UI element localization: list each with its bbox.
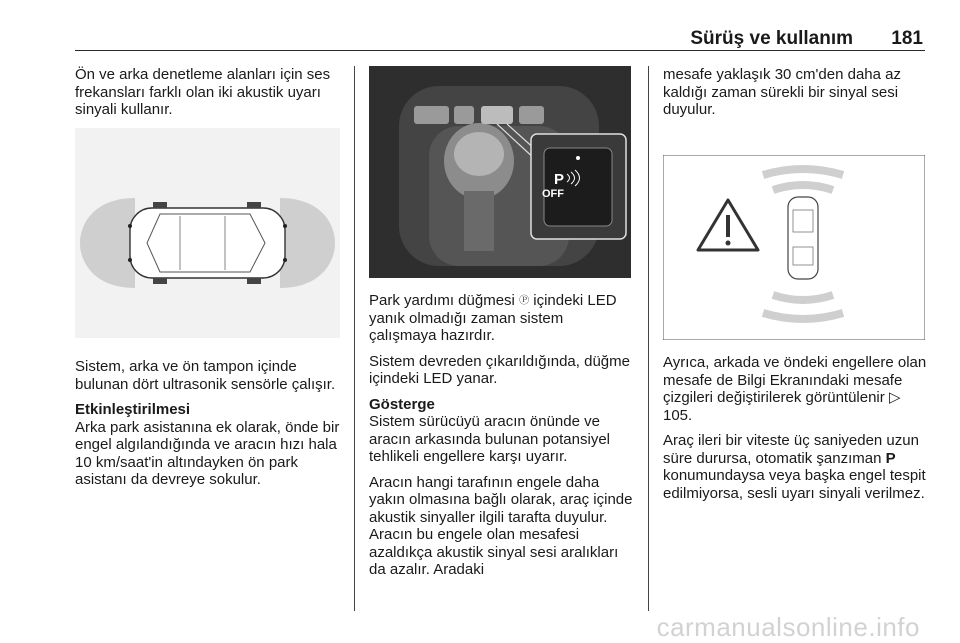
- section-heading: Gösterge: [369, 395, 435, 413]
- watermark: carmanualsonline.info: [656, 612, 920, 642]
- paragraph: Araç ileri bir viteste üç saniyeden uzun süre durursa, otomatik şanzıman P konumundaysa veya başka engel tespit edilmiyorsa, sesli uyarı sinyali verilmez.: [663, 432, 926, 502]
- page-number: 181: [891, 28, 923, 49]
- svg-text:P: P: [554, 171, 565, 188]
- column-3: [663, 66, 928, 127]
- paragraph: Sistem devreden çıkarıldığında, düğme içindeki LED yanar.: [369, 352, 630, 388]
- section-title: Sürüş ve kullanım: [690, 28, 853, 49]
- page-reference-icon: ▷: [888, 389, 901, 406]
- paragraph: Arka park asistanına ek olarak, önde bir engel algılandığında ve aracın hızı hala 10 km/saat'in altındayken ön park asistanı da devreye sokulur.: [75, 418, 340, 488]
- figure-car-sensor-zones: [75, 128, 340, 338]
- paragraph: Park yardımı düğmesi Ⓟ içindeki LED yanık olmadığı zaman sistem çalışmaya hazırdır.: [369, 292, 617, 345]
- column-1-lower: [75, 358, 340, 497]
- park-assist-icon: Ⓟ: [519, 295, 530, 307]
- column-divider: [354, 66, 355, 611]
- paragraph: Ön ve arka denetleme alanları için ses frekansları farklı olan iki akustik uyarı sinyali kullanır.: [75, 66, 331, 118]
- paragraph: mesafe yaklaşık 30 cm'den daha az kaldığı zaman sürekli bir sinyal sesi duyulur.: [663, 66, 901, 118]
- paragraph: Sistem, arka ve ön tampon içinde bulunan dört ultrasonik sensörle çalışır.: [75, 358, 336, 393]
- paragraph: Aracın hangi tarafının engele daha yakın olmasına bağlı olarak, araç içinde akustik sinyaller ilgili tarafta duyulur. Aracın bu engele olan mesafesi azaldıkça akustik sinyal sesi aralıkları da azalır. Aradaki: [369, 473, 633, 579]
- figure-display-distance: [663, 155, 925, 340]
- paragraph: Sistem sürücüyü aracın önünde ve aracın arkasında bulunan potansiyel tehlikeli engellere karşı uyarır.: [369, 413, 610, 466]
- column-1: [75, 66, 340, 127]
- column-2: [369, 292, 634, 587]
- paragraph: Ayrıca, arkada ve öndeki engellere olan mesafe de Bilgi Ekranındaki mesafe çizgileri değiştirilerek görüntülenir ▷ 105.: [663, 354, 927, 424]
- column-divider: [648, 66, 649, 611]
- section-heading: Etkinleştirilmesi: [75, 401, 191, 418]
- page-header: [75, 22, 925, 51]
- column-3-lower: [663, 354, 928, 510]
- off-label: OFF: [542, 188, 564, 200]
- figure-park-assist-button: [369, 66, 631, 278]
